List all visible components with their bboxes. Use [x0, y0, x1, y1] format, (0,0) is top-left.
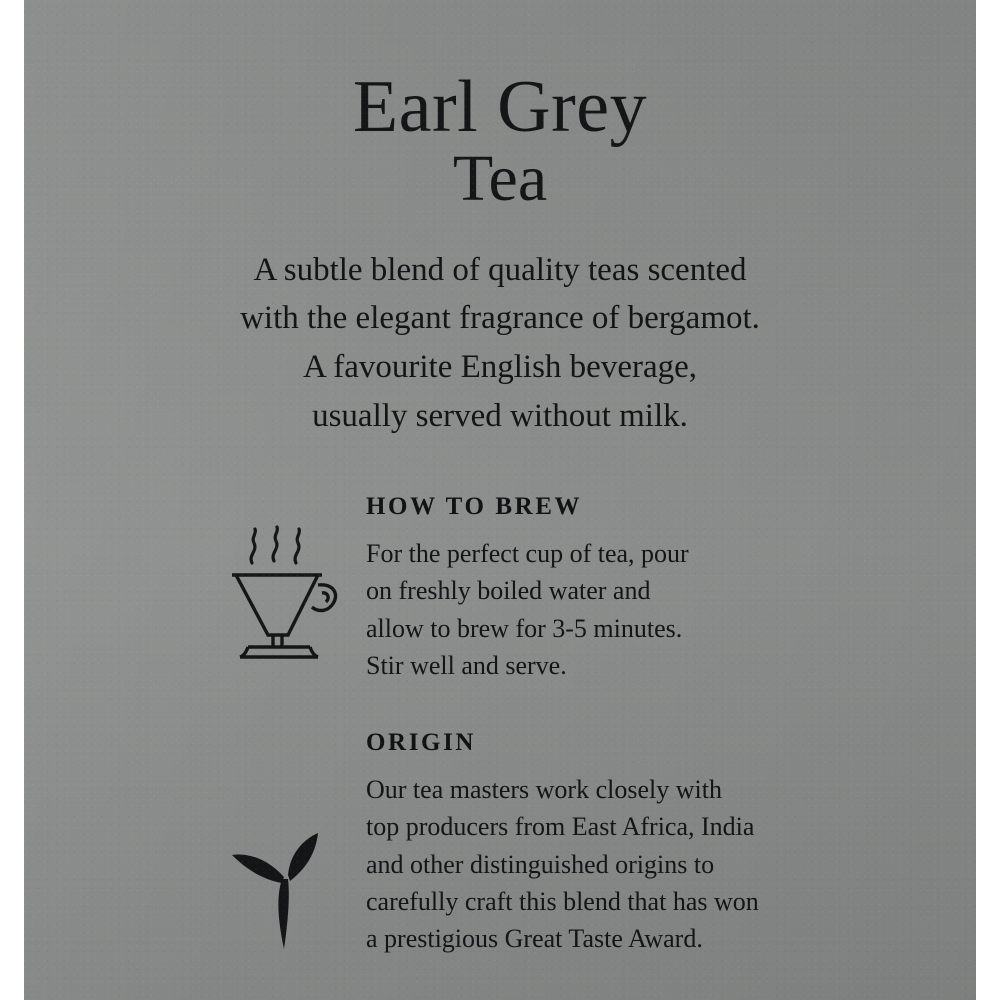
section-origin [200, 725, 880, 961]
tea-leaf-icon [200, 821, 366, 961]
text-line: on freshly boiled water and [366, 576, 651, 606]
section-body [366, 489, 880, 685]
text-line: and other distinguished origins to [366, 849, 715, 879]
section-heading: HOW TO BREW [366, 492, 583, 520]
description-line: with the elegant fragrance of bergamot. [240, 300, 760, 337]
title-block [24, 0, 976, 216]
description-line: A subtle blend of quality teas scented [253, 251, 747, 288]
text-line: top producers from East Africa, India [366, 812, 755, 842]
product-title: Earl Grey [352, 66, 648, 148]
product-description [24, 246, 976, 441]
instruction-sections [24, 489, 976, 961]
section-body [366, 725, 880, 958]
section-text [366, 535, 880, 685]
section-text [366, 771, 880, 958]
product-subtitle: Tea [452, 142, 548, 216]
text-line: a prestigious Great Taste Award. [366, 924, 703, 954]
text-line: allow to brew for 3-5 minutes. [366, 613, 683, 643]
description-line: usually served without milk. [312, 398, 688, 435]
section-how-to-brew [200, 489, 880, 685]
text-line: Our tea masters work closely with [366, 774, 722, 804]
description-line: A favourite English beverage, [302, 349, 698, 386]
tea-package-label [24, 0, 976, 1000]
section-heading: ORIGIN [366, 728, 477, 756]
text-line: carefully craft this blend that has won [366, 887, 759, 916]
teacup-icon [200, 523, 366, 673]
text-line: Stir well and serve. [366, 651, 567, 681]
text-line: For the perfect cup of tea, pour [366, 538, 689, 568]
